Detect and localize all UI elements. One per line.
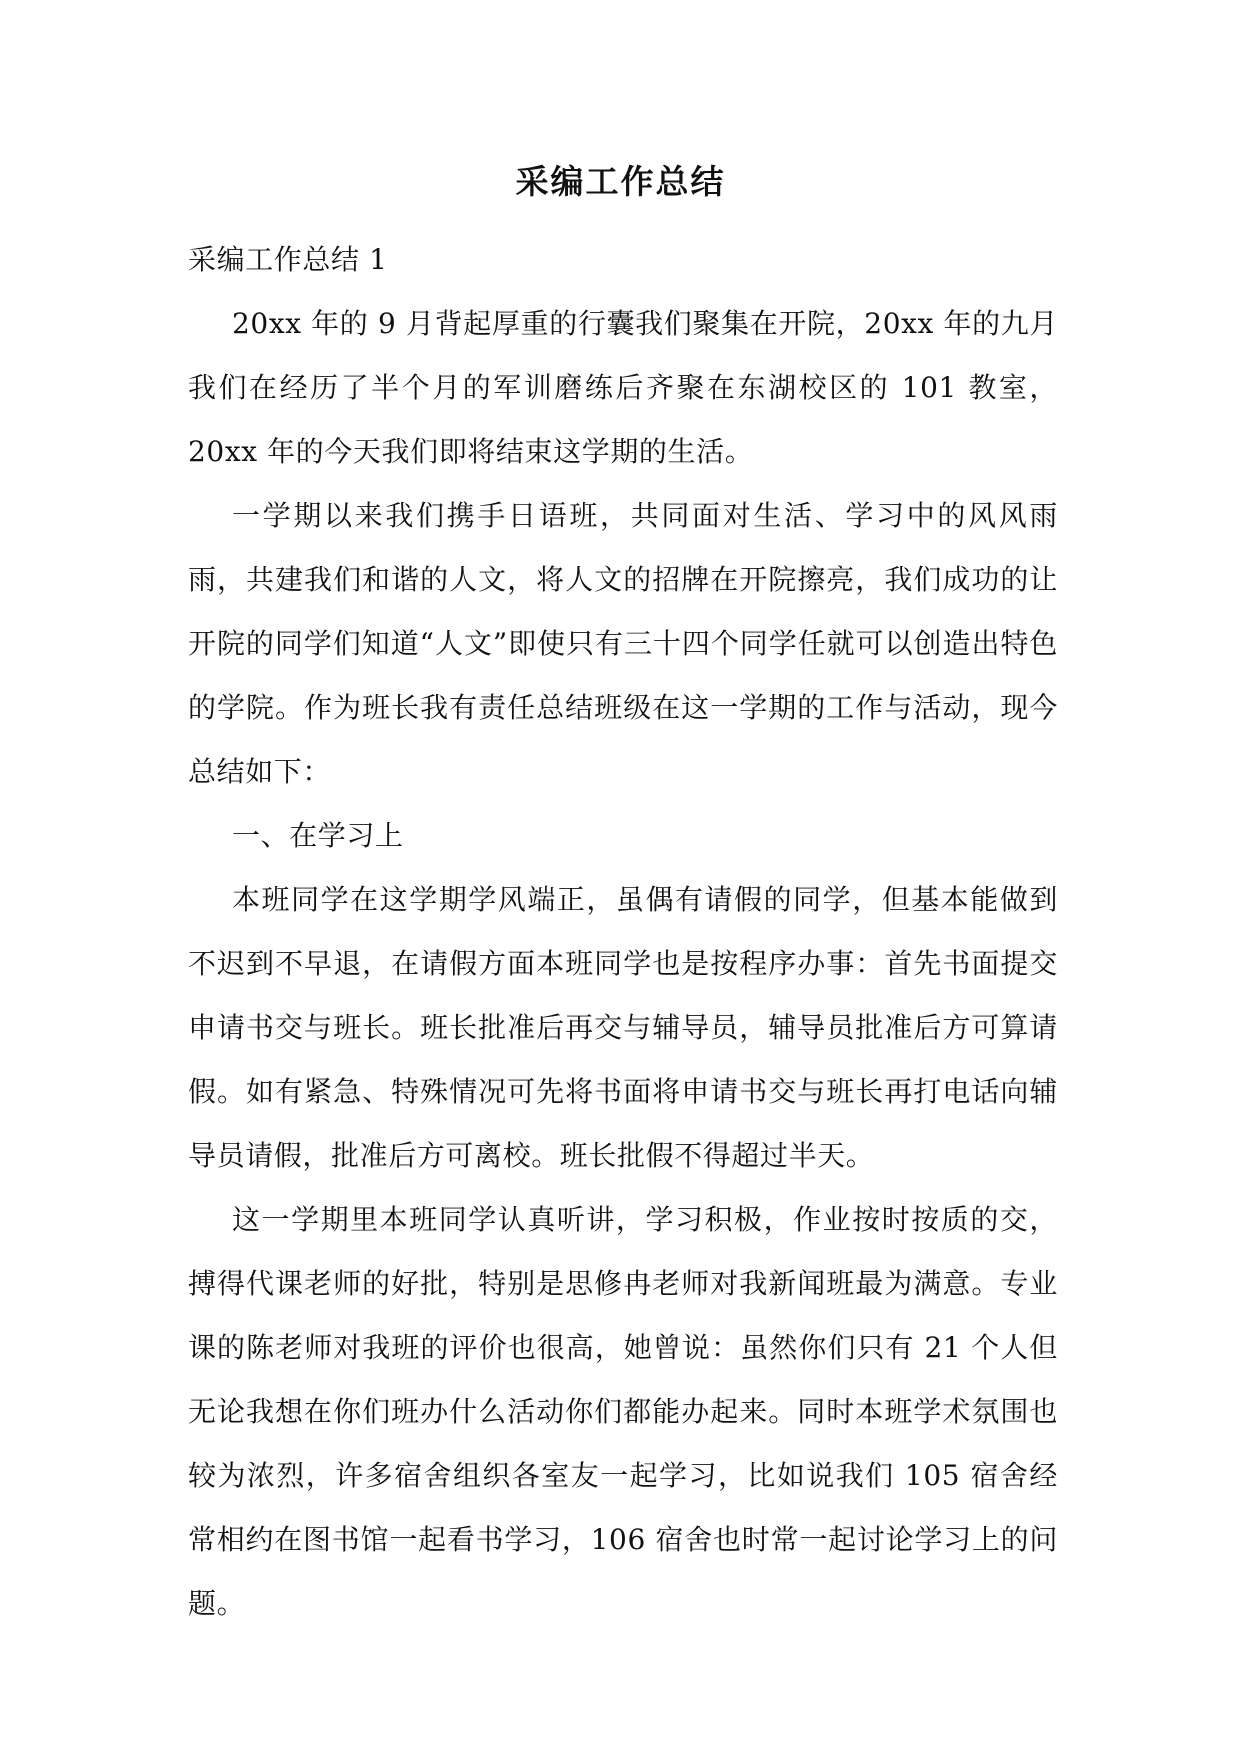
document-body bbox=[188, 228, 1058, 1636]
document-title: 采编工作总结 bbox=[515, 162, 726, 201]
paragraph-study-atmosphere: 这一学期里本班同学认真听讲，学习积极，作业按时按质的交，搏得代课老师的好批，特别是思修冉老师对我新闻班最为满意。专业课的陈老师对我班的评价也很高，她曾说：虽然你们只有 21 个人但无论我想在你们班办什么活动你们都能办起来。同时本班学术氛围也较为浓烈，许多宿舍组织各室友一起学习，比如说我们 105 宿舍经常相约在图书馆一起看书学习，106 宿舍也时常一起讨论学习上的问题。 bbox=[188, 1203, 1058, 1620]
paragraph-heading-study: 一、在学习上 bbox=[232, 819, 404, 852]
paragraph-semester: 一学期以来我们携手日语班，共同面对生活、学习中的风风雨雨，共建我们和谐的人文，将人文的招牌在开院擦亮，我们成功的让开院的同学们知道“人文”即使只有三十四个同学任就可以创造出特色的学院。作为班长我有责任总结班级在这一学期的工作与活动，现今总结如下： bbox=[188, 499, 1058, 788]
section-heading: 采编工作总结 1 bbox=[188, 243, 388, 276]
paragraph-attendance: 本班同学在这学期学风端正，虽偶有请假的同学，但基本能做到不迟到不早退，在请假方面本班同学也是按程序办事：首先书面提交申请书交与班长。班长批准后再交与辅导员，辅导员批准后方可算请假。如有紧急、特殊情况可先将书面将申请书交与班长再打电话向辅导员请假，批准后方可离校。班长批假不得超过半天。 bbox=[188, 883, 1058, 1172]
paragraph-intro: 20xx 年的 9 月背起厚重的行囊我们聚集在开院，20xx 年的九月我们在经历了半个月的军训磨练后齐聚在东湖校区的 101 教室，20xx 年的今天我们即将结束这学期的生活。 bbox=[188, 307, 1058, 468]
